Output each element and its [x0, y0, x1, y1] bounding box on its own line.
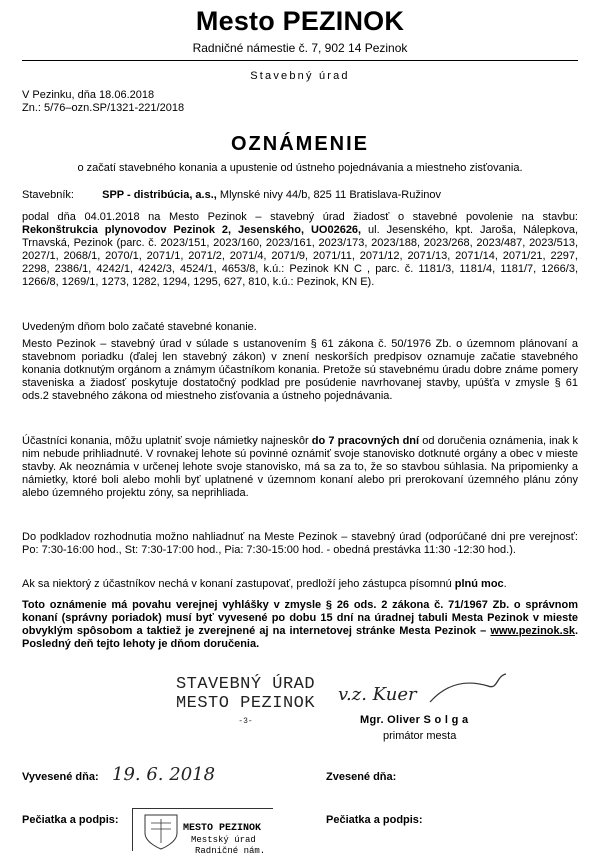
mayor-role: primátor mesta: [383, 730, 457, 742]
procedure-paragraph: Mesto Pezinok – stavebný úrad v súlade s ustanovením § 61 zákona č. 50/1976 Zb. o územnom plánovaní a stavebnom poriadku (ďalej len stavebný zákon) v znení neskorších predpisov oznamuje začatie stavebného konania dotknutým orgánom a známym účastníkom konania. Pretože sú stavebnému úradu dobre známe pomery staveniska a žiadosť poskytuje dostatočný podklad pre posúdenie navrhovanej stavby, upúšťa v zmysle § 61 ods.2 stavebného zákona od miestneho zisťovania a ústneho pojednávania.: [22, 338, 578, 402]
power-of-attorney: plnú moc: [454, 578, 504, 590]
small-stamp-line-1: MESTO PEZINOK: [183, 823, 262, 834]
city-name: PEZINOK: [282, 6, 405, 36]
stamp-signature-label-left: Pečiatka a podpis:: [22, 814, 119, 826]
builder-address: Mlynské nivy 44/b, 825 11 Bratislava-Ružinov: [216, 189, 442, 201]
stamp-line-1: STAVEBNÝ ÚRAD: [175, 675, 316, 694]
stamp-line-2: MESTO PEZINOK: [175, 694, 316, 713]
website-link[interactable]: www.pezinok.sk: [490, 625, 575, 637]
p6-tail: .: [503, 578, 507, 590]
posted-date: 19. 6. 2018: [112, 764, 216, 785]
representation-paragraph: [22, 578, 578, 591]
builder-label: Stavebník:: [22, 189, 74, 201]
stamp-signature-label-right: Pečiatka a podpis:: [326, 814, 423, 826]
office-stamp: [168, 675, 323, 726]
reference-number: Zn.: 5/76–ozn.SP/1321-221/2018: [22, 102, 185, 114]
builder-line: [22, 189, 578, 202]
office-name: Stavebný úrad: [250, 70, 350, 82]
signature-stroke: [338, 672, 508, 716]
project-name: Rekonštrukcia plynovodov Pezinok 2, Jesenského, UO02626,: [22, 224, 362, 236]
small-stamp-line-2: Mestský úrad: [191, 835, 256, 845]
posting-stamp: [132, 808, 273, 856]
stamp-line-3: -3-: [238, 717, 253, 726]
document-title: OZNÁMENIE: [231, 133, 369, 155]
coat-of-arms-icon: [139, 811, 183, 853]
office-address: Radničné námestie č. 7, 902 14 Pezinok: [192, 41, 408, 55]
deadline-days: do 7 pracovných dní: [311, 435, 420, 447]
p1-lead: podal dňa 04.01.2018 na Mesto Pezinok – stavebný úrad žiadosť o stavebné povolenie na stavbu:: [22, 211, 578, 223]
place-date: V Pezinku, dňa 18.06.2018: [22, 89, 155, 101]
p7-text: Toto oznámenie má povahu verejnej vyhlášky v zmysle § 26 ods. 2 zákona č. 71/1967 Zb. o správnom konaní (správny poriadok) musí byť vyvesené po dobu 15 dní na úradnej tabuli Mesta Pezinok v mieste obvyklým spôsobom a taktiež je zverejnené aj na internetovej stránke Mesta Pezinok –: [22, 599, 578, 637]
p4-lead: Účastníci konania, môžu uplatniť svoje námietky najneskôr: [22, 435, 312, 447]
p1-rest: ul. Jesenského, kpt. Jaroša, Nálepkova, Trnavská, Pezinok (parc. č. 2023/151, 2023/160, 2023/161, 2023/173, 2023/188, 2023/268, 2023/487, 2023/513, 2027/1, 2068/1, 2070/1, 2071/1, 2071/2, 2071/4, 2071/9, 2071/11, 2071/12, 2071/13, 2071/14, 2071/21, 2297, 2298, 2386/1, 4242/1, 4242/3, 4524/1, 4653/8, k.ú.: Pezinok KN C , parc. č. 1181/3, 1181/4, 1181/7, 1266/3, 1266/8, 1269/1, 1273, 1282, 1294, 1295, 627, 810, k.ú.: Pezinok, KN E).: [22, 224, 578, 288]
objections-paragraph: [22, 435, 578, 500]
posted-label: Vyvesené dňa:: [22, 771, 99, 783]
public-notice-paragraph: [22, 599, 578, 651]
small-stamp-line-3: Radničné nám.: [195, 846, 266, 856]
documents-paragraph: Do podkladov rozhodnutia možno nahliadnuť na Meste Pezinok – stavebný úrad (odporúčané dni pre verejnosť: Po: 7:30-16:00 hod., St: 7:30-17:00 hod., Pia: 7:30-15:00 hod. - obedná prestávka 11:30 -12:30 hod.).: [22, 531, 578, 556]
started-paragraph: Uvedeným dňom bolo začaté stavebné konanie.: [22, 321, 257, 333]
city-heading: [0, 6, 600, 37]
city-prefix: Mesto: [195, 6, 275, 36]
p6-lead: Ak sa niektorý z účastníkov nechá v konaní zastupovať, predloží jeho zástupca písomnú: [22, 578, 455, 590]
mayor-name: Mgr. Oliver S o l g a: [360, 714, 469, 726]
document-subtitle: o začatí stavebného konania a upustenie od ústneho pojednávania a miestneho zisťovania.: [77, 162, 523, 174]
application-paragraph: [22, 211, 578, 289]
builder-name: SPP - distribúcia, a.s.,: [102, 189, 217, 201]
signature-handwriting: v.z. Kuer: [338, 684, 417, 705]
p4-rest: od doručenia oznámenia, inak k nim nebude prihliadnuté. V rovnakej lehote sú povinné oznámiť svoje stanovisko dotknuté orgány a obec v mieste stavby. Ak neoznámia v určenej lehote svoje stanovisko, má sa za to, že so stavbou súhlasia. Na pripomienky a námietky, ktoré boli alebo mohli byť uplatnené v územnom konaní alebo pri prerokovaní územného plánu zóny alebo územného projektu zóny, sa neprihliada.: [22, 435, 579, 499]
p7-tail: . Posledný deň tejto lehoty je dňom doručenia.: [22, 625, 578, 650]
header-divider: [22, 60, 578, 61]
removed-label: Zvesené dňa:: [326, 771, 397, 783]
mayor-signature: [338, 672, 508, 716]
